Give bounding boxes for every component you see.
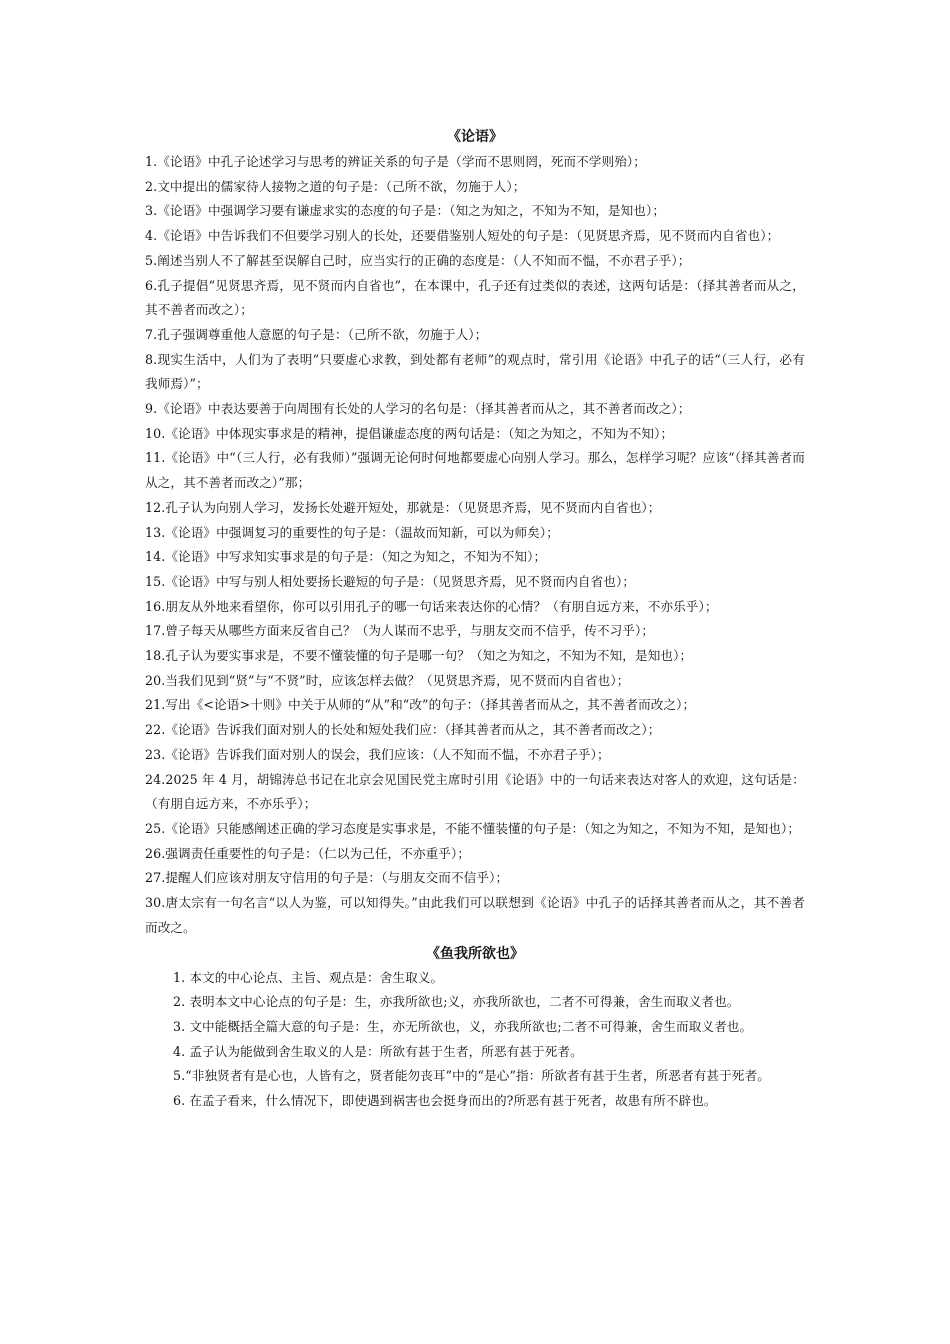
list-item: 20.当我们见到“贤”与“不贤”时，应该怎样去做？（见贤思齐焉，见不贤而内自省也）；	[145, 672, 630, 688]
list-item: 4. 孟子认为能做到舍生取义的人是：所欲有甚于生者，所恶有甚于死者。	[173, 1043, 583, 1059]
list-item: 22.《论语》告诉我们面对别人的长处和短处我们应：（择其善者而从之，其不善者而改之）；	[145, 722, 661, 738]
list-item: 3.《论语》中强调学习要有谦虚求实的态度的句子是：（知之为知之，不知为不知，是知也）；	[145, 203, 666, 219]
list-item: 9.《论语》中表达要善于向周围有长处的人学习的名句是：（择其善者而从之，其不善者而改之）；	[145, 401, 691, 417]
document-body	[145, 126, 805, 1114]
list-item: 26.强调责任重要性的句子是：（仁以为己任，不亦重乎）；	[145, 845, 471, 861]
list-item: 15.《论语》中写与别人相处要扬长避短的句子是：（见贤思齐焉，见不贤而内自省也）；	[145, 573, 636, 589]
list-item: 1. 本文的中心论点、主旨、观点是：舍生取义。	[173, 969, 444, 985]
list-item: 1.《论语》中孔子论述学习与思考的辨证关系的句子是（学而不思则罔，死而不学则殆）；	[145, 154, 646, 169]
list-item: 23.《论语》告诉我们面对别人的误会，我们应该：（人不知而不愠，不亦君子乎）；	[145, 746, 610, 762]
list-item: 3. 文中能概括全篇大意的句子是：生，亦无所欲也，义，亦我所欲也;二者不可得兼，舍生而取义者也。	[173, 1018, 753, 1034]
list-item: 24.2025 年 4 月，胡锦涛总书记在北京会见国民党主席时引用《论语》中的一句话来表达对客人的欢迎，这句话是：（有朋自远方来，不亦乐乎）；	[145, 771, 805, 812]
lunyu-list	[145, 150, 805, 941]
list-item: 5.阐述当别人不了解甚至误解自己时，应当实行的正确的态度是：（人不知而不愠，不亦君子乎）；	[145, 252, 691, 268]
list-item: 2.文中提出的儒家待人接物之道的句子是：（己所不欲，勿施于人）；	[145, 178, 526, 194]
list-item: 12.孔子认为向别人学习，发扬长处避开短处，那就是：（见贤思齐焉，见不贤而内自省也）；	[145, 499, 661, 515]
list-item: 27.提醒人们应该对朋友守信用的句子是：（与朋友交而不信乎）；	[145, 870, 509, 886]
list-item: 14.《论语》中写求知实事求是的句子是：（知之为知之，不知为不知）；	[145, 549, 547, 565]
list-item: 18.孔子认为要实事求是，不要不懂装懂的句子是哪一句？（知之为知之，不知为不知，是知也）；	[145, 648, 693, 664]
list-item: 6.孔子提倡“见贤思齐焉，见不贤而内自省也”，在本课中，孔子还有过类似的表述，这两句话是：（择其善者而从之，其不善者而改之）；	[145, 277, 805, 318]
list-item: 4.《论语》中告诉我们不但要学习别人的长处，还要借鉴别人短处的句子是：（见贤思齐焉，见不贤而内自省也）；	[145, 228, 780, 244]
list-item: 17.曾子每天从哪些方面来反省自己？（为人谋而不忠乎，与朋友交而不信乎，传不习乎）；	[145, 623, 655, 639]
list-item: 16.朋友从外地来看望你，你可以引用孔子的哪一句话来表达你的心情？（有朋自远方来，不亦乐乎）；	[145, 598, 718, 614]
section-title-lunyu: 《论语》	[447, 129, 503, 145]
section-title-yuwosuoyu: 《鱼我所欲也》	[426, 945, 524, 962]
list-item: 10.《论语》中体现实事求是的精神，提倡谦虚态度的两句话是：（知之为知之，不知为不知）；	[145, 425, 674, 441]
yuwosuoyu-list	[145, 966, 805, 1114]
list-item: 6. 在孟子看来，什么情况下，即使遇到祸害也会挺身而出的?所恶有甚于死者，故患有所不辟也。	[173, 1093, 717, 1109]
list-item: 7.孔子强调尊重他人意愿的句子是：（己所不欲，勿施于人）；	[145, 326, 488, 342]
list-item: 2. 表明本文中心论点的句子是：生，亦我所欲也;义，亦我所欲也，二者不可得兼，舍生而取义者也。	[173, 994, 740, 1010]
list-item: 5.“非独贤者有是心也，人皆有之，贤者能勿丧耳”中的“是心”指：所欲者有甚于生者，所恶者有甚于死者。	[173, 1068, 770, 1084]
list-item: 8.现实生活中，人们为了表明“只要虚心求教，到处都有老师”的观点时，常引用《论语》中孔子的话“（三人行，必有我师焉）”；	[145, 351, 805, 392]
list-item: 21.写出《<论语>十则》中关于从师的“从”和“改”的句子：（择其善者而从之，其不善者而改之）；	[145, 697, 696, 713]
list-item: 11.《论语》中“（三人行，必有我师）”强调无论何时何地都要虚心向别人学习。那么，怎样学习呢？应该“（择其善者而从之，其不善者而改之）”那；	[145, 450, 805, 491]
list-item: 13.《论语》中强调复习的重要性的句子是：（温故而知新，可以为师矣）；	[145, 524, 559, 540]
list-item: 30.唐太宗有一句名言“以人为鉴，可以知得失。”由此我们可以联想到《论语》中孔子的话择其善者而从之，其不善者而改之。	[145, 895, 805, 935]
list-item: 25.《论语》只能感阐述正确的学习态度是实事求是，不能不懂装懂的句子是：（知之为知之，不知为不知，是知也）；	[145, 820, 801, 836]
